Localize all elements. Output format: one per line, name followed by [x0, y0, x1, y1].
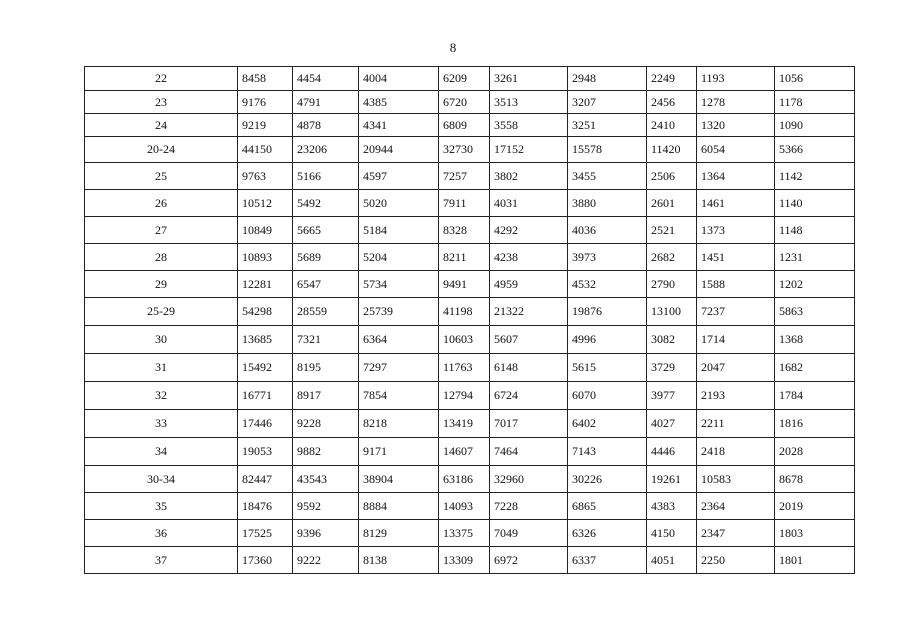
- value-cell: 2347: [697, 520, 775, 547]
- value-cell: 3558: [490, 114, 568, 137]
- value-cell: 7143: [568, 438, 647, 466]
- value-cell: 12281: [238, 271, 293, 298]
- age-cell: 31: [85, 354, 238, 382]
- age-cell: 23: [85, 91, 238, 114]
- value-cell: 1140: [775, 190, 855, 217]
- value-cell: 9763: [238, 163, 293, 190]
- value-cell: 7321: [293, 326, 359, 354]
- value-cell: 1364: [697, 163, 775, 190]
- value-cell: 41198: [439, 298, 490, 326]
- table-row: [85, 410, 855, 438]
- age-cell: 28: [85, 244, 238, 271]
- age-cell: 22: [85, 67, 238, 91]
- value-cell: 54298: [238, 298, 293, 326]
- value-cell: 15492: [238, 354, 293, 382]
- value-cell: 21322: [490, 298, 568, 326]
- value-cell: 2521: [647, 217, 697, 244]
- value-cell: 6326: [568, 520, 647, 547]
- value-cell: 5607: [490, 326, 568, 354]
- value-cell: 16771: [238, 382, 293, 410]
- table-row: [85, 163, 855, 190]
- value-cell: 38904: [359, 466, 439, 493]
- value-cell: 5863: [775, 298, 855, 326]
- value-cell: 5665: [293, 217, 359, 244]
- age-cell: 37: [85, 547, 238, 574]
- value-cell: 1588: [697, 271, 775, 298]
- value-cell: 7297: [359, 354, 439, 382]
- value-cell: 10603: [439, 326, 490, 354]
- value-cell: 2506: [647, 163, 697, 190]
- value-cell: 7854: [359, 382, 439, 410]
- value-cell: 3973: [568, 244, 647, 271]
- value-cell: 8129: [359, 520, 439, 547]
- value-cell: 13419: [439, 410, 490, 438]
- value-cell: 2456: [647, 91, 697, 114]
- value-cell: 2028: [775, 438, 855, 466]
- value-cell: 1320: [697, 114, 775, 137]
- value-cell: 6209: [439, 67, 490, 91]
- value-cell: 28559: [293, 298, 359, 326]
- value-cell: 9396: [293, 520, 359, 547]
- age-cell: 32: [85, 382, 238, 410]
- value-cell: 11763: [439, 354, 490, 382]
- value-cell: 19876: [568, 298, 647, 326]
- value-cell: 1816: [775, 410, 855, 438]
- value-cell: 8678: [775, 466, 855, 493]
- table-row: [85, 466, 855, 493]
- value-cell: 5020: [359, 190, 439, 217]
- value-cell: 17525: [238, 520, 293, 547]
- value-cell: 13100: [647, 298, 697, 326]
- value-cell: 1148: [775, 217, 855, 244]
- value-cell: 8218: [359, 410, 439, 438]
- value-cell: 4292: [490, 217, 568, 244]
- value-cell: 5734: [359, 271, 439, 298]
- value-cell: 9228: [293, 410, 359, 438]
- age-cell: 35: [85, 493, 238, 520]
- value-cell: 2019: [775, 493, 855, 520]
- value-cell: 13685: [238, 326, 293, 354]
- table-row: [85, 271, 855, 298]
- value-cell: 2211: [697, 410, 775, 438]
- value-cell: 1784: [775, 382, 855, 410]
- value-cell: 3880: [568, 190, 647, 217]
- age-cell: 36: [85, 520, 238, 547]
- value-cell: 6720: [439, 91, 490, 114]
- age-cell: 30: [85, 326, 238, 354]
- value-cell: 7464: [490, 438, 568, 466]
- value-cell: 4150: [647, 520, 697, 547]
- age-cell: 20-24: [85, 137, 238, 163]
- table-row: [85, 354, 855, 382]
- value-cell: 2790: [647, 271, 697, 298]
- table-row: [85, 91, 855, 114]
- value-cell: 3251: [568, 114, 647, 137]
- table-row: [85, 326, 855, 354]
- value-cell: 5204: [359, 244, 439, 271]
- value-cell: 9592: [293, 493, 359, 520]
- value-cell: 2682: [647, 244, 697, 271]
- population-table: [84, 66, 855, 574]
- value-cell: 32960: [490, 466, 568, 493]
- table-row: [85, 137, 855, 163]
- age-cell: 33: [85, 410, 238, 438]
- value-cell: 9219: [238, 114, 293, 137]
- value-cell: 19261: [647, 466, 697, 493]
- table-row: [85, 520, 855, 547]
- value-cell: 82447: [238, 466, 293, 493]
- value-cell: 15578: [568, 137, 647, 163]
- value-cell: 4051: [647, 547, 697, 574]
- value-cell: 7049: [490, 520, 568, 547]
- value-cell: 1801: [775, 547, 855, 574]
- value-cell: 4959: [490, 271, 568, 298]
- value-cell: 4454: [293, 67, 359, 91]
- value-cell: 1373: [697, 217, 775, 244]
- value-cell: 1451: [697, 244, 775, 271]
- value-cell: 8458: [238, 67, 293, 91]
- table-row: [85, 547, 855, 574]
- value-cell: 3977: [647, 382, 697, 410]
- value-cell: 10849: [238, 217, 293, 244]
- value-cell: 1090: [775, 114, 855, 137]
- value-cell: 6547: [293, 271, 359, 298]
- value-cell: 6054: [697, 137, 775, 163]
- value-cell: 6070: [568, 382, 647, 410]
- value-cell: 1803: [775, 520, 855, 547]
- value-cell: 4532: [568, 271, 647, 298]
- value-cell: 9171: [359, 438, 439, 466]
- value-cell: 1461: [697, 190, 775, 217]
- value-cell: 2601: [647, 190, 697, 217]
- table-body: [85, 67, 855, 574]
- value-cell: 3802: [490, 163, 568, 190]
- value-cell: 4996: [568, 326, 647, 354]
- value-cell: 4238: [490, 244, 568, 271]
- value-cell: 5615: [568, 354, 647, 382]
- value-cell: 8138: [359, 547, 439, 574]
- value-cell: 3455: [568, 163, 647, 190]
- table-row: [85, 244, 855, 271]
- value-cell: 4446: [647, 438, 697, 466]
- table-row: [85, 493, 855, 520]
- value-cell: 30226: [568, 466, 647, 493]
- value-cell: 6972: [490, 547, 568, 574]
- age-cell: 25-29: [85, 298, 238, 326]
- value-cell: 7237: [697, 298, 775, 326]
- age-cell: 25: [85, 163, 238, 190]
- value-cell: 9491: [439, 271, 490, 298]
- value-cell: 14093: [439, 493, 490, 520]
- age-cell: 34: [85, 438, 238, 466]
- age-cell: 30-34: [85, 466, 238, 493]
- value-cell: 2250: [697, 547, 775, 574]
- value-cell: 4383: [647, 493, 697, 520]
- value-cell: 1368: [775, 326, 855, 354]
- value-cell: 7017: [490, 410, 568, 438]
- table-row: [85, 438, 855, 466]
- value-cell: 63186: [439, 466, 490, 493]
- value-cell: 4385: [359, 91, 439, 114]
- value-cell: 1056: [775, 67, 855, 91]
- value-cell: 1142: [775, 163, 855, 190]
- value-cell: 9176: [238, 91, 293, 114]
- table-row: [85, 114, 855, 137]
- value-cell: 2948: [568, 67, 647, 91]
- value-cell: 4791: [293, 91, 359, 114]
- value-cell: 8917: [293, 382, 359, 410]
- value-cell: 18476: [238, 493, 293, 520]
- value-cell: 3729: [647, 354, 697, 382]
- value-cell: 2193: [697, 382, 775, 410]
- value-cell: 2047: [697, 354, 775, 382]
- value-cell: 8884: [359, 493, 439, 520]
- value-cell: 1714: [697, 326, 775, 354]
- value-cell: 5366: [775, 137, 855, 163]
- value-cell: 10583: [697, 466, 775, 493]
- value-cell: 17360: [238, 547, 293, 574]
- value-cell: 10893: [238, 244, 293, 271]
- value-cell: 3207: [568, 91, 647, 114]
- value-cell: 4027: [647, 410, 697, 438]
- value-cell: 4031: [490, 190, 568, 217]
- table-row: [85, 382, 855, 410]
- value-cell: 6337: [568, 547, 647, 574]
- value-cell: 10512: [238, 190, 293, 217]
- value-cell: 32730: [439, 137, 490, 163]
- value-cell: 6865: [568, 493, 647, 520]
- value-cell: 17446: [238, 410, 293, 438]
- value-cell: 6724: [490, 382, 568, 410]
- table-row: [85, 217, 855, 244]
- value-cell: 4004: [359, 67, 439, 91]
- value-cell: 5184: [359, 217, 439, 244]
- value-cell: 1202: [775, 271, 855, 298]
- value-cell: 4597: [359, 163, 439, 190]
- value-cell: 1193: [697, 67, 775, 91]
- value-cell: 5492: [293, 190, 359, 217]
- value-cell: 6402: [568, 410, 647, 438]
- value-cell: 43543: [293, 466, 359, 493]
- value-cell: 44150: [238, 137, 293, 163]
- value-cell: 4341: [359, 114, 439, 137]
- value-cell: 9882: [293, 438, 359, 466]
- value-cell: 6364: [359, 326, 439, 354]
- value-cell: 2410: [647, 114, 697, 137]
- table-row: [85, 67, 855, 91]
- value-cell: 1278: [697, 91, 775, 114]
- value-cell: 4878: [293, 114, 359, 137]
- value-cell: 12794: [439, 382, 490, 410]
- value-cell: 9222: [293, 547, 359, 574]
- age-cell: 29: [85, 271, 238, 298]
- value-cell: 3261: [490, 67, 568, 91]
- value-cell: 17152: [490, 137, 568, 163]
- value-cell: 2418: [697, 438, 775, 466]
- age-cell: 26: [85, 190, 238, 217]
- page-number: 8: [449, 40, 457, 55]
- value-cell: 1682: [775, 354, 855, 382]
- table-row: [85, 190, 855, 217]
- value-cell: 1178: [775, 91, 855, 114]
- value-cell: 3513: [490, 91, 568, 114]
- value-cell: 5689: [293, 244, 359, 271]
- value-cell: 4036: [568, 217, 647, 244]
- value-cell: 7228: [490, 493, 568, 520]
- value-cell: 8211: [439, 244, 490, 271]
- value-cell: 5166: [293, 163, 359, 190]
- value-cell: 6148: [490, 354, 568, 382]
- value-cell: 19053: [238, 438, 293, 466]
- table-row: [85, 298, 855, 326]
- age-cell: 24: [85, 114, 238, 137]
- value-cell: 2249: [647, 67, 697, 91]
- value-cell: 13375: [439, 520, 490, 547]
- value-cell: 20944: [359, 137, 439, 163]
- value-cell: 11420: [647, 137, 697, 163]
- value-cell: 7911: [439, 190, 490, 217]
- value-cell: 7257: [439, 163, 490, 190]
- value-cell: 6809: [439, 114, 490, 137]
- value-cell: 14607: [439, 438, 490, 466]
- value-cell: 3082: [647, 326, 697, 354]
- value-cell: 13309: [439, 547, 490, 574]
- value-cell: 8328: [439, 217, 490, 244]
- value-cell: 2364: [697, 493, 775, 520]
- value-cell: 25739: [359, 298, 439, 326]
- value-cell: 1231: [775, 244, 855, 271]
- age-cell: 27: [85, 217, 238, 244]
- value-cell: 23206: [293, 137, 359, 163]
- value-cell: 8195: [293, 354, 359, 382]
